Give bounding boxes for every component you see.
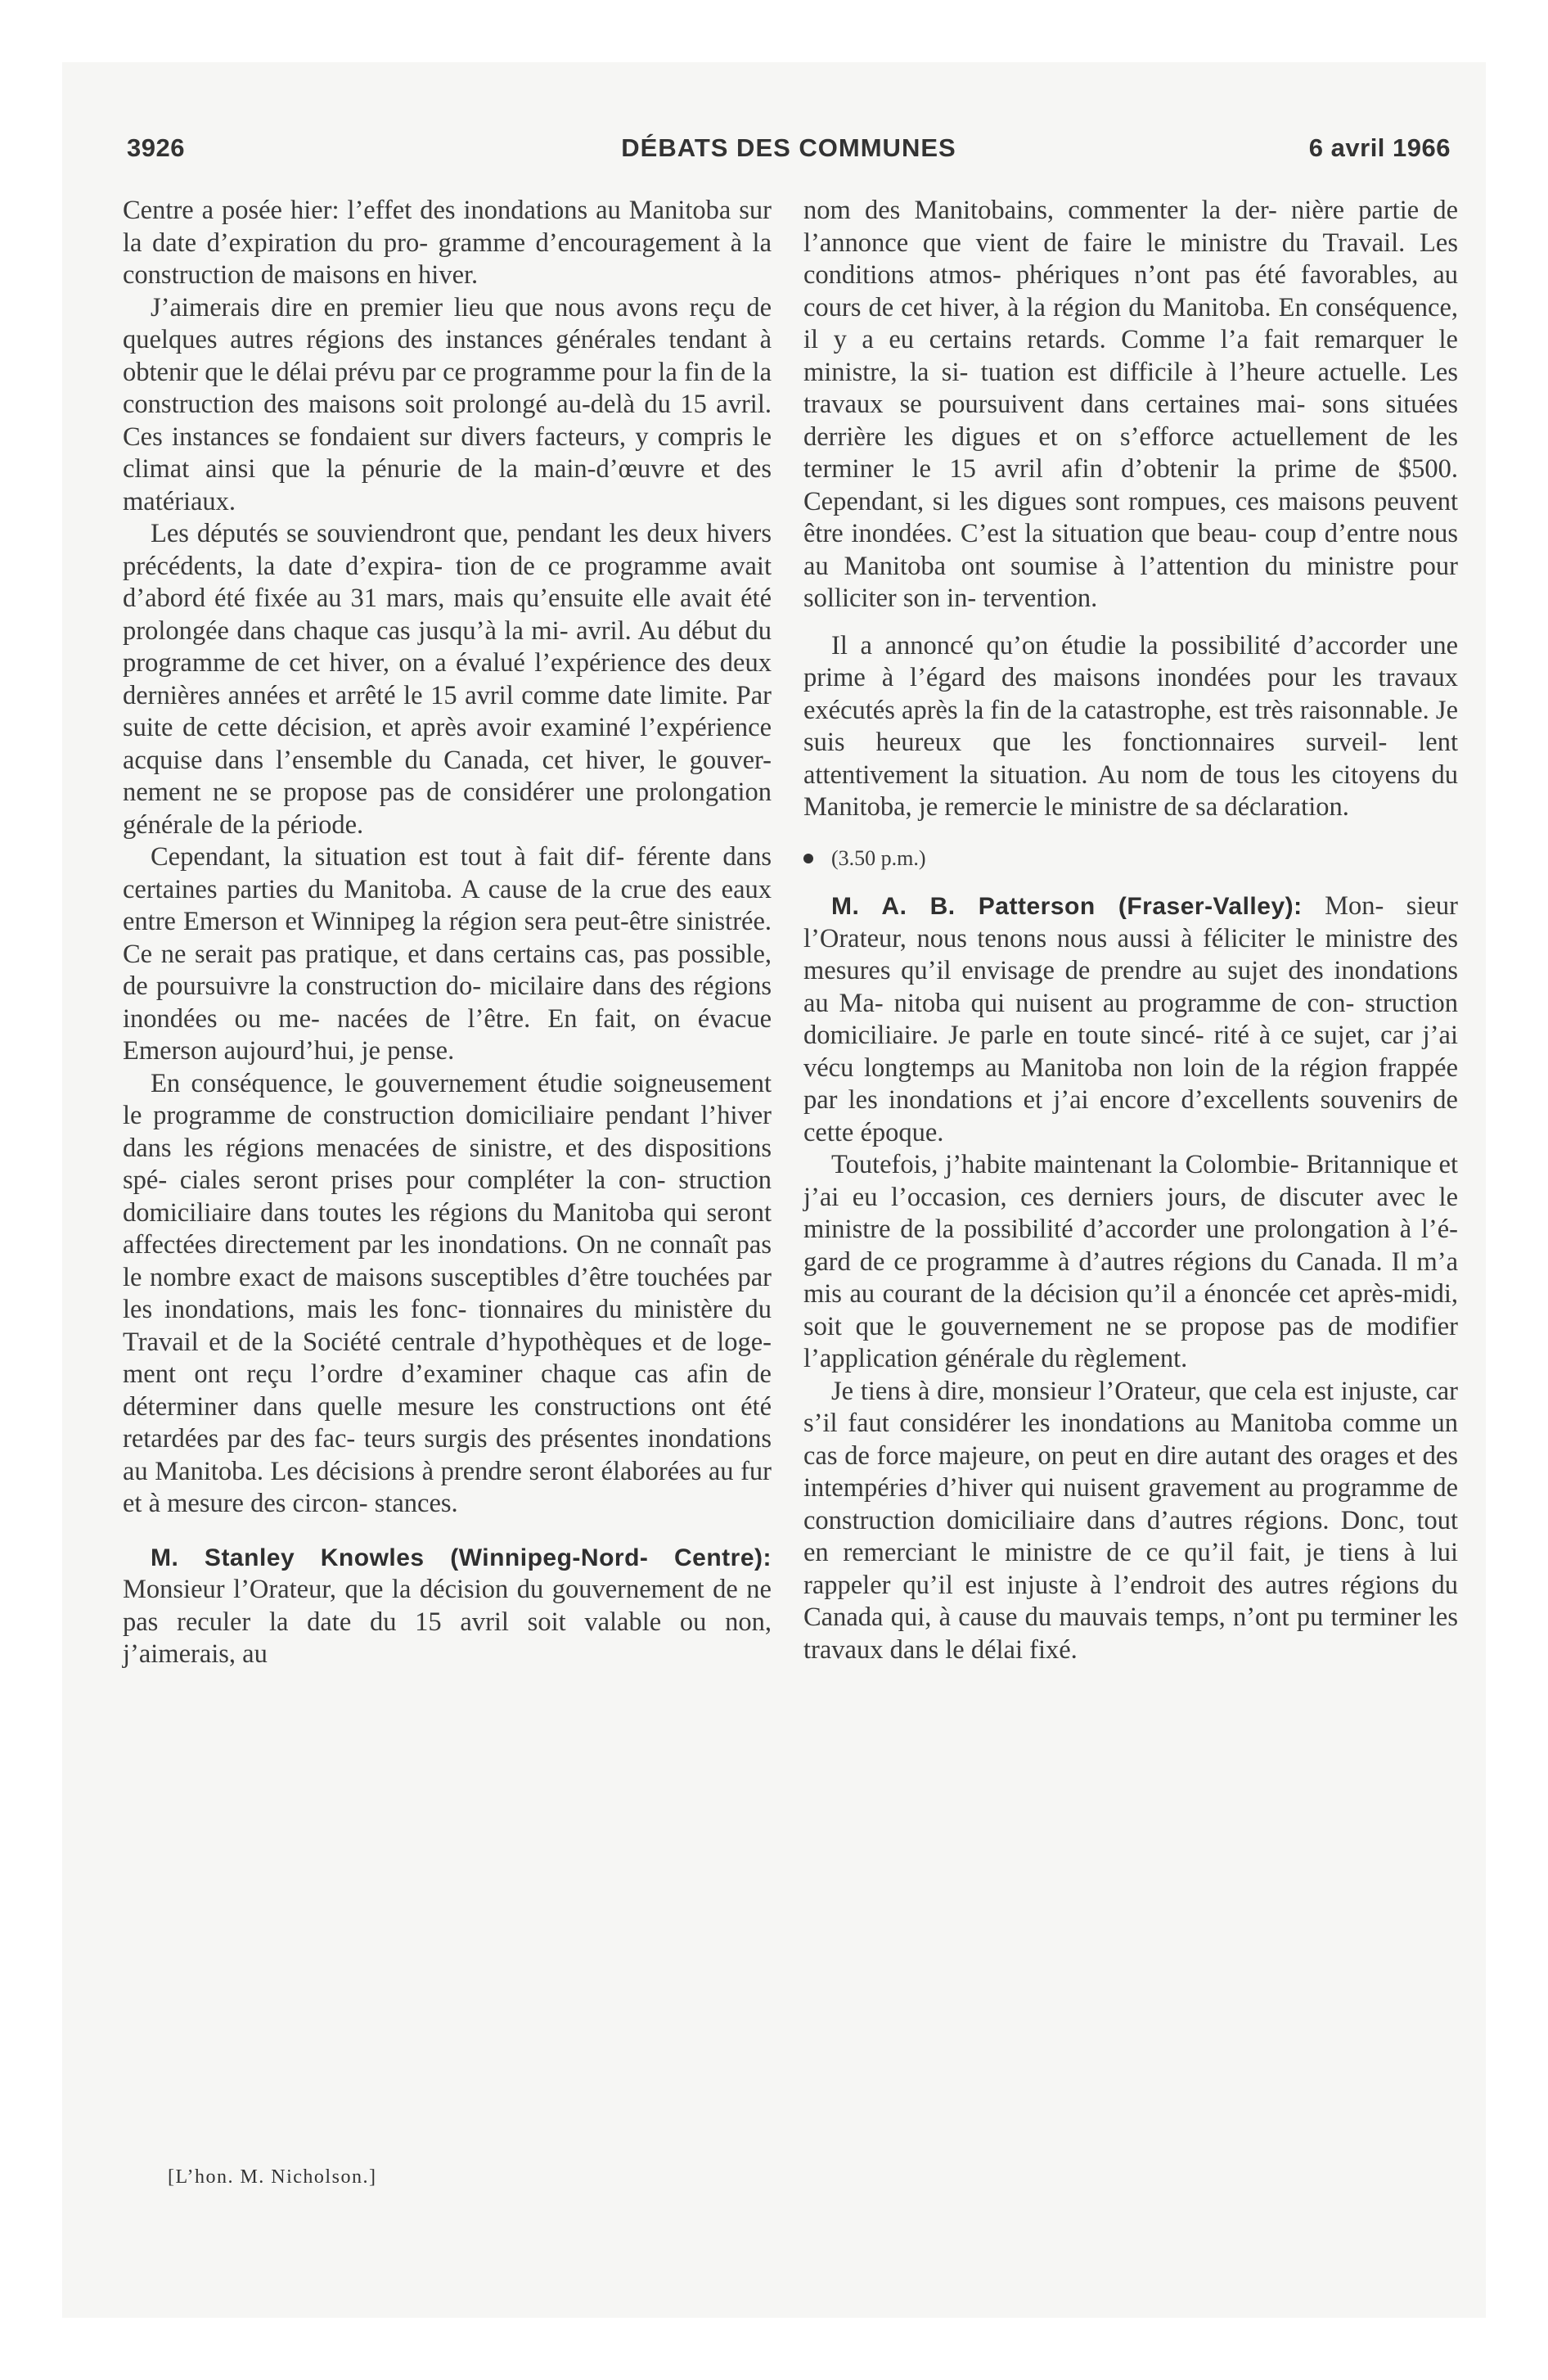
paragraph: Cependant, la situation est tout à fait dif- férente dans certaines parties du Manitoba. A cause de la crue des eaux entre Emerson et Winnipeg la région sera peut-être sinistrée. Ce ne serait pas pratique, et dans certains cas, pas possible, de poursuivre la construction do- micilaire dans des régions inondées ou me- nacées de l’être. En fait, on évacue Emerson aujourd’hui, je pense.: [123, 842, 772, 1066]
timestamp: (3.50 p.m.): [831, 845, 926, 870]
speaker-name: M. Stanley Knowles (Winnipeg-Nord- Centre):: [151, 1544, 772, 1571]
page-header: [127, 133, 1451, 174]
paragraph: nom des Manitobains, commenter la der- nière partie de l’annonce que vient de faire le ministre du Travail. Les conditions atmos- phériques n’ont pas été favorables, au cours de cet hiver, à la région du Manitoba. En conséquence, il y a eu certains retards. Comme l’a fait remarquer le ministre, la si- tuation est difficile à l’heure actuelle. Les travaux se poursuivent dans certaines mai- sons situées derrière les digues et on s’efforce actuellement de les terminer le 15 avril afin d’obtenir la prime de $500. Cependant, si les digues sont rompues, ces maisons peuvent être inondées. C’est la situation que beau- coup d’entre nous au Manitoba ont soumise à l’attention du ministre pour solliciter son in- tervention.: [803, 196, 1458, 613]
paragraph: J’aimerais dire en premier lieu que nous avons reçu de quelques autres régions des instances générales tendant à obtenir que le délai prévu par ce programme pour la fin de la construction des maisons soit prolongé au-delà du 15 avril. Ces instances se fondaient sur divers facteurs, y compris le climat ainsi que la pénurie de la main-d’œuvre et des matériaux.: [123, 292, 772, 516]
paragraph: Il a annoncé qu’on étudie la possibilité d’accorder une prime à l’égard des maisons inondées pour les travaux exécutés après la fin de la catastrophe, est très raisonnable. Je suis heureux que les fonctionnaires surveil- lent attentivement la situation. Au nom de tous les citoyens du Manitoba, je remercie le ministre de sa déclaration.: [803, 630, 1458, 822]
timestamp-line: [803, 842, 1458, 875]
speaker-name: M. A. B. Patterson (Fraser-Valley):: [831, 893, 1303, 920]
bullet-dot-icon: [803, 854, 813, 863]
publication-title: DÉBATS DES COMMUNES: [621, 133, 956, 162]
speaker-attribution: [L’hon. M. Nicholson.]: [168, 2166, 377, 2188]
speech-paragraph: [803, 890, 1458, 1149]
speech-text: Mon- sieur l’Orateur, nous tenons nous aussi à féliciter le ministre des mesures qu’il envisage de prendre au sujet des inondations au Ma- nitoba qui nuisent au programme de con- struction domiciliaire. Je parle en toute sincé- rité à ce sujet, car j’ai vécu longtemps au Manitoba non loin de la région frappée par les inondations et j’ai encore d’excellents souvenirs de cette époque.: [803, 891, 1458, 1147]
speech-paragraph: [123, 1542, 772, 1671]
paragraph: Je tiens à dire, monsieur l’Orateur, que cela est injuste, car s’il faut considérer les inondations au Manitoba comme un cas de force majeure, on peut en dire autant des orages et des intempéries d’hiver qui nuisent gravement au programme de construction domiciliaire dans d’autres régions. Donc, tout en remerciant le ministre de ce qu’il fait, je tiens à lui rappeler qu’il est injuste à l’endroit des autres régions du Canada qui, à cause du mauvais temps, n’ont pu terminer les travaux dans le délai fixé.: [803, 1376, 1458, 1665]
paragraph: En conséquence, le gouvernement étudie soigneusement le programme de construction domiciliaire pendant l’hiver dans les régions menacées de sinistre, et des dispositions spé- ciales seront prises pour compléter la con- struction domiciliaire dans toutes les régions du Manitoba qui seront affectées directement par les inondations. On ne connaît pas le nombre exact de maisons susceptibles d’être touchées par les inondations, mais les fonc- tionnaires du ministère du Travail et de la Société centrale d’hypothèques et de loge- ment ont reçu l’ordre d’examiner chaque cas afin de déterminer dans quelle mesure les constructions ont été retardées par des fac- teurs surgis des présentes inondations au Manitoba. Les décisions à prendre seront élaborées au fur et à mesure des circon- stances.: [123, 1068, 772, 1518]
paragraph: Toutefois, j’habite maintenant la Colombie- Britannique et j’ai eu l’occasion, ces derniers jours, de discuter avec le ministre de la possibilité d’accorder une prolongation à l’é- gard de ce programme à d’autres régions du Canada. Il m’a mis au courant de la décision qu’il a énoncée cet après-midi, soit que le gouvernement ne se propose pas de modifier l’application générale du règlement.: [803, 1150, 1458, 1373]
right-column: [803, 195, 1458, 1666]
publication-date: 6 avril 1966: [1308, 133, 1451, 162]
paragraph: Les députés se souviendront que, pendant les deux hivers précédents, la date d’expira- tion de ce programme avait d’abord été fixée au 31 mars, mais qu’ensuite elle avait été prolongée dans chaque cas jusqu’à la mi- avril. Au début du programme de cet hiver, on a évalué l’expérience des deux dernières années et arrêté le 15 avril comme date limite. Par suite de cette décision, et après avoir examiné l’expérience acquise dans l’ensemble du Canada, cet hiver, le gouver- nement ne se propose pas de considérer une prolongation générale de la période.: [123, 519, 772, 840]
left-column: [123, 195, 772, 1671]
speech-text: Monsieur l’Orateur, que la décision du gouvernement de ne pas reculer la date du 15 avril soit valable ou non, j’aimerais, au: [123, 1575, 772, 1669]
paragraph: Centre a posée hier: l’effet des inondations au Manitoba sur la date d’expiration du pro- gramme d’encouragement à la construction de maisons en hiver.: [123, 196, 772, 290]
page-number: 3926: [127, 133, 185, 162]
